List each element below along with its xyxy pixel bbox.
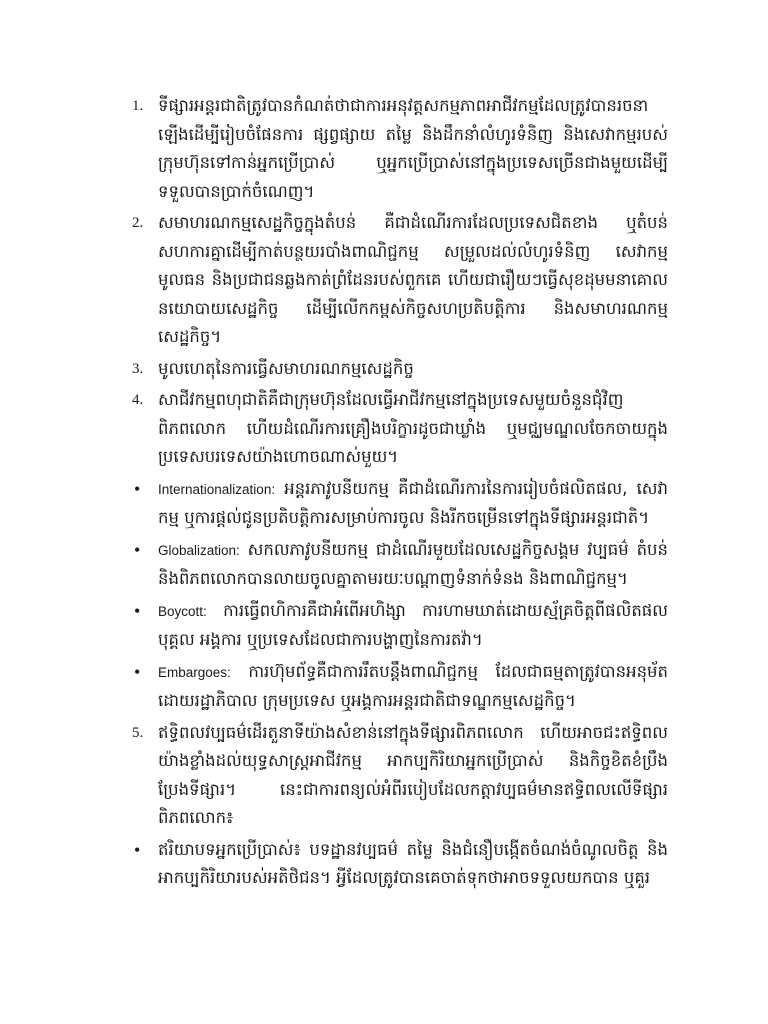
term-label: Boycott: — [158, 603, 207, 619]
list-item-text: សមាហរណកម្មសេដ្ឋកិច្ចក្នុងតំបន់ គឺជាដំណើរការដែលប្រទេសជិតខាង ឬតំបន់សហការគ្នាដើម្បីកាត់បន្ថយរបាំងពាណិជ្ជកម្ម សម្រួលដល់លំហូរទំនិញ សេវាកម្ម មូលធន និងប្រជាជនឆ្លងកាត់ព្រំដែនរបស់ពួកគេ ហើយជារឿយៗធ្វើសុខដុមមនាគោលនយោបាយសេដ្ឋកិច្ច ដើម្បីលើកកម្ពស់កិច្ចសហប្រតិបត្តិការ និងសមាហរណកម្មសេដ្ឋកិច្ច។ — [158, 213, 668, 346]
bullet-marker: • — [134, 839, 141, 860]
list-item-1 — [132, 92, 668, 206]
list-item-2 — [132, 209, 668, 352]
list-marker: 5. — [132, 724, 144, 741]
term-definition: ការហ៊ុមព័ទ្ធគឺជាការរឹតបន្តឹងពាណិជ្ជកម្ម ដែលជាធម្មតាត្រូវបានអនុម័តដោយរដ្ឋាភិបាល ក្រុមប្រទេស ឬអង្គការអន្តរជាតិជាទណ្ឌកម្មសេដ្ឋកិច្ច។ — [158, 661, 668, 710]
term-definition: សកលភាវូបនីយកម្ម ជាដំណើរមួយដែលសេដ្ឋកិច្ចសង្គម វប្បធម៌ តំបន់ និងពិភពលោកបានលាយចូលគ្នាតាមរយៈបណ្តាញទំនាក់ទំនង និងពាណិជ្ជកម្ម។ — [158, 539, 668, 588]
list-item-text: សាជីវកម្មពហុជាតិគឺជាក្រុមហ៊ុនដែលធ្វើអាជីវកម្មនៅក្នុងប្រទេសមួយចំនួនជុំវិញពិភពលោក ហើយដំណើរការគ្រឿងបរិក្ខារដូចជាឃ្លាំង ឬមជ្ឈមណ្ឌលចែកចាយក្នុងប្រទេសបរទេសយ៉ាងហោចណាស់មួយ។ — [158, 390, 668, 466]
bullet-boycott — [132, 597, 668, 655]
term-label: Embargoes: — [158, 664, 231, 680]
list-marker: 1. — [132, 98, 144, 114]
list-marker: 2. — [132, 215, 144, 231]
term-label: Internationalization: — [158, 481, 276, 497]
bullet-embargoes — [132, 658, 668, 716]
bullet-marker: • — [134, 478, 141, 499]
term-label: Globalization: — [158, 542, 240, 558]
list-item-3 — [132, 355, 668, 384]
list-item-text: ឥរិយាបទអ្នកប្រើប្រាស់៖ បទដ្ឋានវប្បធម៌ តម្លៃ និងជំនឿបង្កើតចំណង់ចំណូលចិត្ត និងអាកប្បកិរិយារបស់អតិថិជន។ អ្វីដែលត្រូវបានគេចាត់ទុកថាអាចទទួលយកបាន ឬគួរ — [158, 839, 668, 887]
bullet-consumer-behavior — [132, 836, 668, 893]
list-item-5 — [132, 719, 668, 833]
term-definition: ការធ្វើពហិការគឺជាអំពើអហិង្សា ការហាមឃាត់ដោយស្ម័គ្រចិត្តពីផលិតផល បុគ្គល អង្គការ ឬប្រទេសដែលជាការបង្ហាញនៃការតវ៉ា។ — [158, 600, 668, 649]
bullet-internationalization — [132, 475, 668, 533]
bullet-globalization — [132, 536, 668, 594]
list-marker: 4. — [132, 392, 144, 408]
bullet-marker: • — [134, 539, 141, 560]
bullet-marker: • — [134, 661, 141, 682]
bullet-marker: • — [134, 600, 141, 621]
list-item-4 — [132, 386, 668, 472]
list-marker: 3. — [132, 360, 144, 377]
list-item-text: ទីផ្សារអន្តរជាតិត្រូវបានកំណត់ថាជាការអនុវត្តសកម្មភាពអាជីវកម្មដែលត្រូវបានរចនាឡើងដើម្បីរៀបចំផែនការ ផ្សព្វផ្សាយ តម្លៃ និងដឹកនាំលំហូរទំនិញ និងសេវាកម្មរបស់ក្រុមហ៊ុនទៅកាន់អ្នកប្រើប្រាស់ ឬអ្នកប្រើប្រាស់នៅក្នុងប្រទេសច្រើនជាងមួយដើម្បីទទួលបានប្រាក់ចំណេញ។ — [158, 96, 668, 201]
term-definition: អន្តរភាវូបនីយកម្ម គឺជាដំណើរការនៃការរៀបចំផលិតផល, សេវាកម្ម ឬការផ្តល់ជូនប្រតិបត្តិការសម្រាប់ការចូល និងរីកចម្រើនទៅក្នុងទីផ្សារអន្តរជាតិ។ — [158, 478, 668, 527]
list-item-text: ឥទ្ធិពលវប្បធម៌ដើរតួនាទីយ៉ាងសំខាន់នៅក្នុងទីផ្សារពិភពលោក ហើយអាចជះឥទ្ធិពលយ៉ាងខ្លាំងដល់យុទ្ធសាស្ត្រអាជីវកម្ម អាកប្បកិរិយាអ្នកប្រើប្រាស់ និងកិច្ចខិតខំប្រឹងប្រែងទីផ្សារ។ នេះជាការពន្យល់អំពីរបៀបដែលកត្តាវប្បធម៌មានឥទ្ធិពលលើទីផ្សារពិភពលោក៖ — [158, 722, 668, 827]
list-item-text: មូលហេតុនៃការធ្វើសមាហរណកម្មសេដ្ឋកិច្ច — [158, 358, 414, 378]
